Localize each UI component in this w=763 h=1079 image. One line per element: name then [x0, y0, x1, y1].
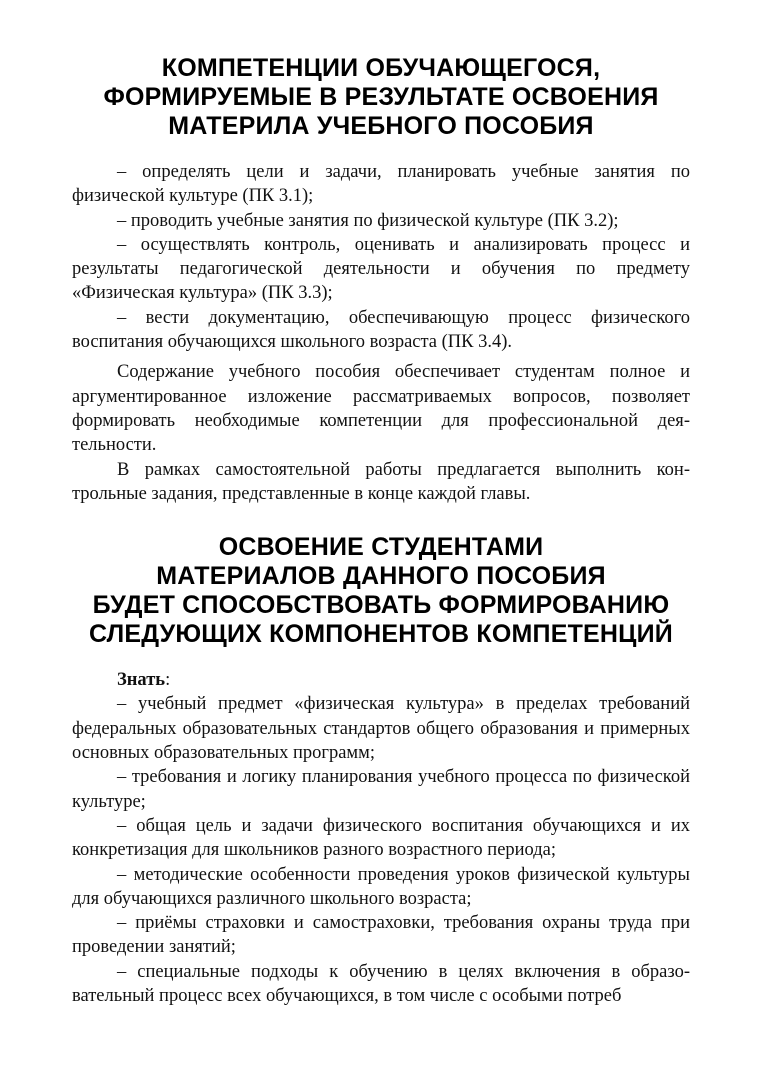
- competency-item: – осуществлять контроль, оценивать и анализировать процесс и результаты педагогической деятельности и обучения по предмету «Физическая культура» (ПК 3.3);: [72, 234, 690, 304]
- know-item: – общая цель и задачи физического воспитания обучающихся и их конкретизация для школьников разного возрастного периода;: [72, 815, 690, 861]
- know-item: – специальные подходы к обучению в целях включения в образовательный процесс всех обучающихся, в том числе с особыми потреб: [72, 961, 690, 1007]
- know-heading: [72, 668, 690, 692]
- title-line: КОМПЕТЕНЦИИ ОБУЧАЮЩЕГОСЯ,: [161, 54, 601, 82]
- body-paragraph: В рамках самостоятельной работы предлагается выполнить контрольные задания, представленные в конце каждой главы.: [72, 459, 690, 504]
- title-line: МАТЕРИЛА УЧЕБНОГО ПОСОБИЯ: [168, 112, 594, 140]
- title-line: БУДЕТ СПОСОБСТВОВАТЬ ФОРМИРОВАНИЮ: [92, 591, 670, 620]
- know-label-colon: :: [165, 670, 171, 691]
- title-line: ОСВОЕНИЕ СТУДЕНТАМИ: [218, 533, 544, 562]
- body-paragraph: Содержание учебного пособия обеспечивает студентам полное и аргументированное изложение рассматриваемых вопросов, позволяет формировать необходимые компетенции для профессиональной деятельности.: [72, 362, 690, 456]
- know-label-text: Знать: [117, 670, 166, 691]
- title-line: ФОРМИРУЕМЫЕ В РЕЗУЛЬТАТЕ ОСВОЕНИЯ: [103, 83, 659, 111]
- know-item: – приёмы страховки и самостраховки, требования охраны труда при проведении занятий;: [72, 913, 690, 958]
- document-page: [72, 54, 690, 1008]
- competency-list: [72, 160, 690, 354]
- section-title-competencies: [72, 54, 690, 141]
- know-item: – требования и логику планирования учебного процесса по физической культуре;: [72, 767, 690, 812]
- title-line: СЛЕДУЮЩИХ КОМПОНЕНТОВ КОМПЕТЕНЦИЙ: [89, 620, 673, 649]
- know-item: – учебный предмет «физическая культура» в пределах требований федеральных образовательных стандартов общего образования и примерных основных образовательных программ;: [72, 694, 690, 764]
- section-title-mastery: [72, 533, 690, 649]
- know-list: [72, 668, 690, 1008]
- intro-paragraphs: [72, 360, 690, 506]
- competency-item: – определять цели и задачи, планировать учебные занятия по физической культуре (ПК 3.1);: [72, 162, 690, 207]
- know-item: – методические особенности проведения уроков физической культуры для обучающихся различного школьного возраста;: [72, 864, 690, 909]
- title-line: МАТЕРИАЛОВ ДАННОГО ПОСОБИЯ: [156, 562, 606, 591]
- competency-item: – проводить учебные занятия по физической культуре (ПК 3.2);: [117, 210, 619, 231]
- competency-item: – вести документацию, обеспечивающую процесс физического воспитания обучающихся школьного возраста (ПК 3.4).: [72, 307, 690, 353]
